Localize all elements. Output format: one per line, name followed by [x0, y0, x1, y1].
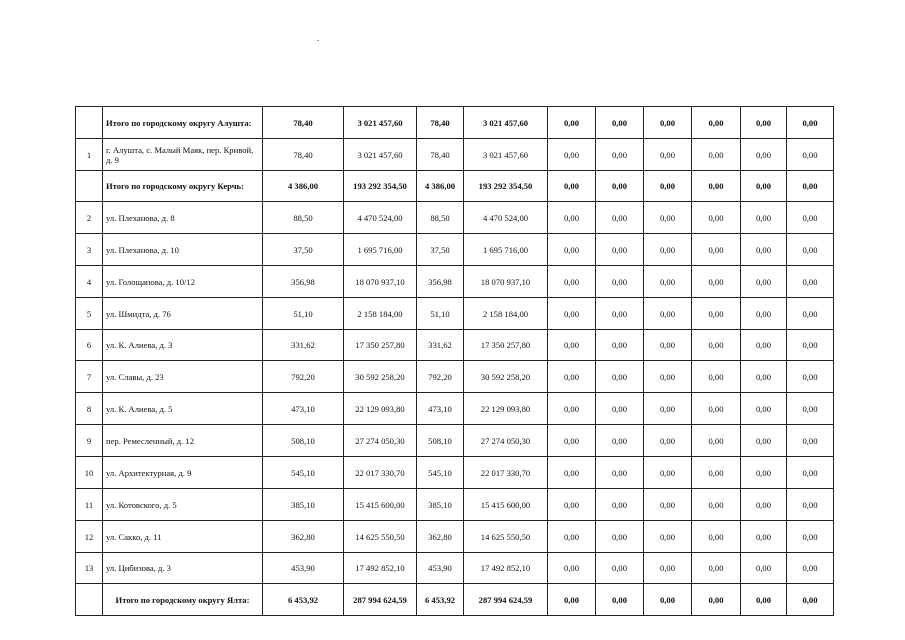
value-cell: 0,00 — [548, 171, 596, 202]
value-cell: 0,00 — [596, 457, 644, 489]
value-cell: 15 415 600,00 — [464, 489, 548, 521]
row-number-cell: 5 — [76, 298, 103, 330]
value-cell: 0,00 — [596, 171, 644, 202]
value-cell: 0,00 — [741, 234, 787, 266]
value-cell: 0,00 — [596, 139, 644, 171]
value-cell: 15 415 600,00 — [344, 489, 417, 521]
value-cell: 22 017 330,70 — [344, 457, 417, 489]
value-cell: 0,00 — [787, 298, 834, 330]
value-cell: 0,00 — [741, 139, 787, 171]
value-cell: 0,00 — [787, 521, 834, 553]
address-cell: ул. Плеханова, д. 8 — [103, 202, 263, 234]
value-cell: 0,00 — [596, 266, 644, 298]
value-cell: 0,00 — [787, 171, 834, 202]
table-total-row — [76, 171, 834, 202]
value-cell: 2 158 184,00 — [344, 298, 417, 330]
value-cell: 0,00 — [548, 107, 596, 139]
value-cell: 362,80 — [263, 521, 344, 553]
value-cell: 385,10 — [417, 489, 464, 521]
value-cell: 0,00 — [741, 489, 787, 521]
table-body — [76, 107, 834, 616]
value-cell: 88,50 — [263, 202, 344, 234]
value-cell: 508,10 — [417, 425, 464, 457]
value-cell: 0,00 — [787, 234, 834, 266]
value-cell: 792,20 — [263, 361, 344, 393]
value-cell: 0,00 — [741, 266, 787, 298]
value-cell: 0,00 — [692, 457, 741, 489]
value-cell: 193 292 354,50 — [464, 171, 548, 202]
table-row — [76, 521, 834, 553]
value-cell: 356,98 — [417, 266, 464, 298]
value-cell: 0,00 — [596, 553, 644, 584]
row-number-cell — [76, 107, 103, 139]
value-cell: 792,20 — [417, 361, 464, 393]
value-cell: 0,00 — [692, 298, 741, 330]
value-cell: 287 994 624,59 — [464, 584, 548, 616]
value-cell: 0,00 — [644, 202, 692, 234]
value-cell: 6 453,92 — [263, 584, 344, 616]
value-cell: 0,00 — [548, 234, 596, 266]
value-cell: 17 350 257,80 — [464, 330, 548, 361]
table-row — [76, 393, 834, 425]
address-cell: ул. Архитектурная, д. 9 — [103, 457, 263, 489]
value-cell: 17 492 852,10 — [464, 553, 548, 584]
value-cell: 287 994 624,59 — [344, 584, 417, 616]
value-cell: 0,00 — [692, 139, 741, 171]
value-cell: 0,00 — [692, 202, 741, 234]
value-cell: 0,00 — [692, 107, 741, 139]
value-cell: 3 021 457,60 — [464, 107, 548, 139]
value-cell: 0,00 — [741, 330, 787, 361]
value-cell: 0,00 — [787, 139, 834, 171]
value-cell: 0,00 — [741, 393, 787, 425]
table-row — [76, 553, 834, 584]
value-cell: 3 021 457,60 — [344, 107, 417, 139]
value-cell: 17 350 257,80 — [344, 330, 417, 361]
value-cell: 0,00 — [741, 202, 787, 234]
value-cell: 0,00 — [596, 425, 644, 457]
value-cell: 0,00 — [548, 393, 596, 425]
address-cell: ул. Котовского, д. 5 — [103, 489, 263, 521]
value-cell: 0,00 — [596, 298, 644, 330]
value-cell: 0,00 — [644, 425, 692, 457]
value-cell: 0,00 — [548, 361, 596, 393]
address-cell: ул. Плеханова, д. 10 — [103, 234, 263, 266]
address-cell: ул. К. Алиева, д. 5 — [103, 393, 263, 425]
value-cell: 51,10 — [417, 298, 464, 330]
value-cell: 78,40 — [417, 139, 464, 171]
value-cell: 14 625 550,50 — [464, 521, 548, 553]
value-cell: 0,00 — [644, 171, 692, 202]
row-number-cell: 8 — [76, 393, 103, 425]
value-cell: 22 129 093,80 — [344, 393, 417, 425]
value-cell: 0,00 — [741, 361, 787, 393]
value-cell: 0,00 — [692, 521, 741, 553]
value-cell: 0,00 — [692, 330, 741, 361]
value-cell: 0,00 — [548, 139, 596, 171]
row-number-cell: 13 — [76, 553, 103, 584]
value-cell: 78,40 — [263, 107, 344, 139]
value-cell: 0,00 — [644, 393, 692, 425]
value-cell: 0,00 — [787, 425, 834, 457]
value-cell: 193 292 354,50 — [344, 171, 417, 202]
value-cell: 0,00 — [644, 489, 692, 521]
value-cell: 0,00 — [741, 107, 787, 139]
value-cell: 0,00 — [741, 553, 787, 584]
value-cell: 0,00 — [787, 330, 834, 361]
value-cell: 0,00 — [596, 521, 644, 553]
value-cell: 0,00 — [692, 489, 741, 521]
address-cell: ул. Цибизова, д. 3 — [103, 553, 263, 584]
value-cell: 0,00 — [596, 330, 644, 361]
value-cell: 0,00 — [692, 361, 741, 393]
value-cell: 1 695 716,00 — [464, 234, 548, 266]
value-cell: 78,40 — [417, 107, 464, 139]
value-cell: 37,50 — [417, 234, 464, 266]
value-cell: 0,00 — [741, 298, 787, 330]
value-cell: 4 386,00 — [263, 171, 344, 202]
address-cell: пер. Ремесленный, д. 12 — [103, 425, 263, 457]
row-number-cell: 6 — [76, 330, 103, 361]
value-cell: 4 386,00 — [417, 171, 464, 202]
row-number-cell: 10 — [76, 457, 103, 489]
value-cell: 453,90 — [417, 553, 464, 584]
table-row — [76, 425, 834, 457]
row-number-cell: 11 — [76, 489, 103, 521]
value-cell: 0,00 — [644, 298, 692, 330]
value-cell: 0,00 — [644, 553, 692, 584]
value-cell: 0,00 — [692, 266, 741, 298]
table-total-row — [76, 107, 834, 139]
value-cell: 0,00 — [644, 330, 692, 361]
value-cell: 0,00 — [741, 171, 787, 202]
value-cell: 1 695 716,00 — [344, 234, 417, 266]
value-cell: 18 070 937,10 — [344, 266, 417, 298]
table-row — [76, 298, 834, 330]
district-total-label: Итого по городскому округу Алушта: — [103, 107, 263, 139]
value-cell: 453,90 — [263, 553, 344, 584]
address-cell: ул. Шмидта, д. 76 — [103, 298, 263, 330]
value-cell: 0,00 — [596, 584, 644, 616]
value-cell: 3 021 457,60 — [344, 139, 417, 171]
value-cell: 0,00 — [692, 234, 741, 266]
scan-speck — [317, 40, 319, 41]
value-cell: 0,00 — [692, 171, 741, 202]
value-cell: 508,10 — [263, 425, 344, 457]
row-number-cell: 4 — [76, 266, 103, 298]
value-cell: 473,10 — [417, 393, 464, 425]
table-row — [76, 234, 834, 266]
table-row — [76, 139, 834, 171]
property-cost-table — [75, 106, 834, 616]
value-cell: 0,00 — [787, 584, 834, 616]
value-cell: 0,00 — [741, 584, 787, 616]
value-cell: 0,00 — [787, 266, 834, 298]
value-cell: 27 274 050,30 — [464, 425, 548, 457]
value-cell: 0,00 — [548, 457, 596, 489]
value-cell: 0,00 — [787, 202, 834, 234]
value-cell: 0,00 — [644, 266, 692, 298]
value-cell: 0,00 — [596, 393, 644, 425]
value-cell: 331,62 — [417, 330, 464, 361]
address-cell: ул. Сакко, д. 11 — [103, 521, 263, 553]
value-cell: 0,00 — [548, 425, 596, 457]
value-cell: 30 592 258,20 — [344, 361, 417, 393]
value-cell: 0,00 — [644, 139, 692, 171]
value-cell: 0,00 — [596, 234, 644, 266]
value-cell: 0,00 — [787, 107, 834, 139]
value-cell: 473,10 — [263, 393, 344, 425]
address-cell: ул. Голощапова, д. 10/12 — [103, 266, 263, 298]
address-cell: ул. Славы, д. 23 — [103, 361, 263, 393]
value-cell: 0,00 — [596, 489, 644, 521]
value-cell: 88,50 — [417, 202, 464, 234]
value-cell: 0,00 — [644, 457, 692, 489]
value-cell: 0,00 — [741, 457, 787, 489]
row-number-cell: 12 — [76, 521, 103, 553]
value-cell: 0,00 — [548, 521, 596, 553]
row-number-cell: 3 — [76, 234, 103, 266]
row-number-cell: 7 — [76, 361, 103, 393]
value-cell: 0,00 — [644, 361, 692, 393]
table-row — [76, 489, 834, 521]
value-cell: 0,00 — [644, 584, 692, 616]
value-cell: 3 021 457,60 — [464, 139, 548, 171]
value-cell: 0,00 — [787, 553, 834, 584]
value-cell: 545,10 — [263, 457, 344, 489]
value-cell: 331,62 — [263, 330, 344, 361]
value-cell: 0,00 — [644, 107, 692, 139]
value-cell: 0,00 — [741, 425, 787, 457]
value-cell: 0,00 — [787, 393, 834, 425]
value-cell: 22 129 093,80 — [464, 393, 548, 425]
value-cell: 385,10 — [263, 489, 344, 521]
value-cell: 0,00 — [548, 202, 596, 234]
row-number-cell — [76, 584, 103, 616]
value-cell: 0,00 — [692, 584, 741, 616]
value-cell: 18 070 937,10 — [464, 266, 548, 298]
value-cell: 0,00 — [548, 330, 596, 361]
value-cell: 22 017 330,70 — [464, 457, 548, 489]
row-number-cell: 1 — [76, 139, 103, 171]
value-cell: 362,80 — [417, 521, 464, 553]
value-cell: 4 470 524,00 — [344, 202, 417, 234]
address-cell: ул. К. Алиева, д. 3 — [103, 330, 263, 361]
value-cell: 6 453,92 — [417, 584, 464, 616]
row-number-cell: 9 — [76, 425, 103, 457]
address-cell: г. Алушта, с. Малый Маяк, пер. Кривой, д. 9 — [103, 139, 263, 171]
value-cell: 0,00 — [548, 298, 596, 330]
value-cell: 30 592 258,20 — [464, 361, 548, 393]
value-cell: 51,10 — [263, 298, 344, 330]
value-cell: 0,00 — [596, 361, 644, 393]
value-cell: 0,00 — [787, 489, 834, 521]
table-row — [76, 266, 834, 298]
value-cell: 0,00 — [644, 521, 692, 553]
table-row — [76, 330, 834, 361]
value-cell: 78,40 — [263, 139, 344, 171]
value-cell: 37,50 — [263, 234, 344, 266]
value-cell: 0,00 — [548, 489, 596, 521]
district-total-label: Итого по городскому округу Ялта: — [103, 584, 263, 616]
value-cell: 0,00 — [596, 107, 644, 139]
value-cell: 0,00 — [548, 584, 596, 616]
table-row — [76, 361, 834, 393]
value-cell: 0,00 — [548, 266, 596, 298]
value-cell: 0,00 — [787, 457, 834, 489]
value-cell: 356,98 — [263, 266, 344, 298]
value-cell: 545,10 — [417, 457, 464, 489]
table-row — [76, 457, 834, 489]
value-cell: 0,00 — [644, 234, 692, 266]
row-number-cell — [76, 171, 103, 202]
value-cell: 2 158 184,00 — [464, 298, 548, 330]
value-cell: 0,00 — [741, 521, 787, 553]
district-total-label: Итого по городскому округу Керчь: — [103, 171, 263, 202]
value-cell: 0,00 — [692, 553, 741, 584]
value-cell: 0,00 — [692, 393, 741, 425]
value-cell: 0,00 — [548, 553, 596, 584]
value-cell: 27 274 050,30 — [344, 425, 417, 457]
value-cell: 17 492 852,10 — [344, 553, 417, 584]
table-total-row — [76, 584, 834, 616]
value-cell: 0,00 — [787, 361, 834, 393]
value-cell: 0,00 — [692, 425, 741, 457]
value-cell: 4 470 524,00 — [464, 202, 548, 234]
value-cell: 0,00 — [596, 202, 644, 234]
value-cell: 14 625 550,50 — [344, 521, 417, 553]
table-row — [76, 202, 834, 234]
row-number-cell: 2 — [76, 202, 103, 234]
